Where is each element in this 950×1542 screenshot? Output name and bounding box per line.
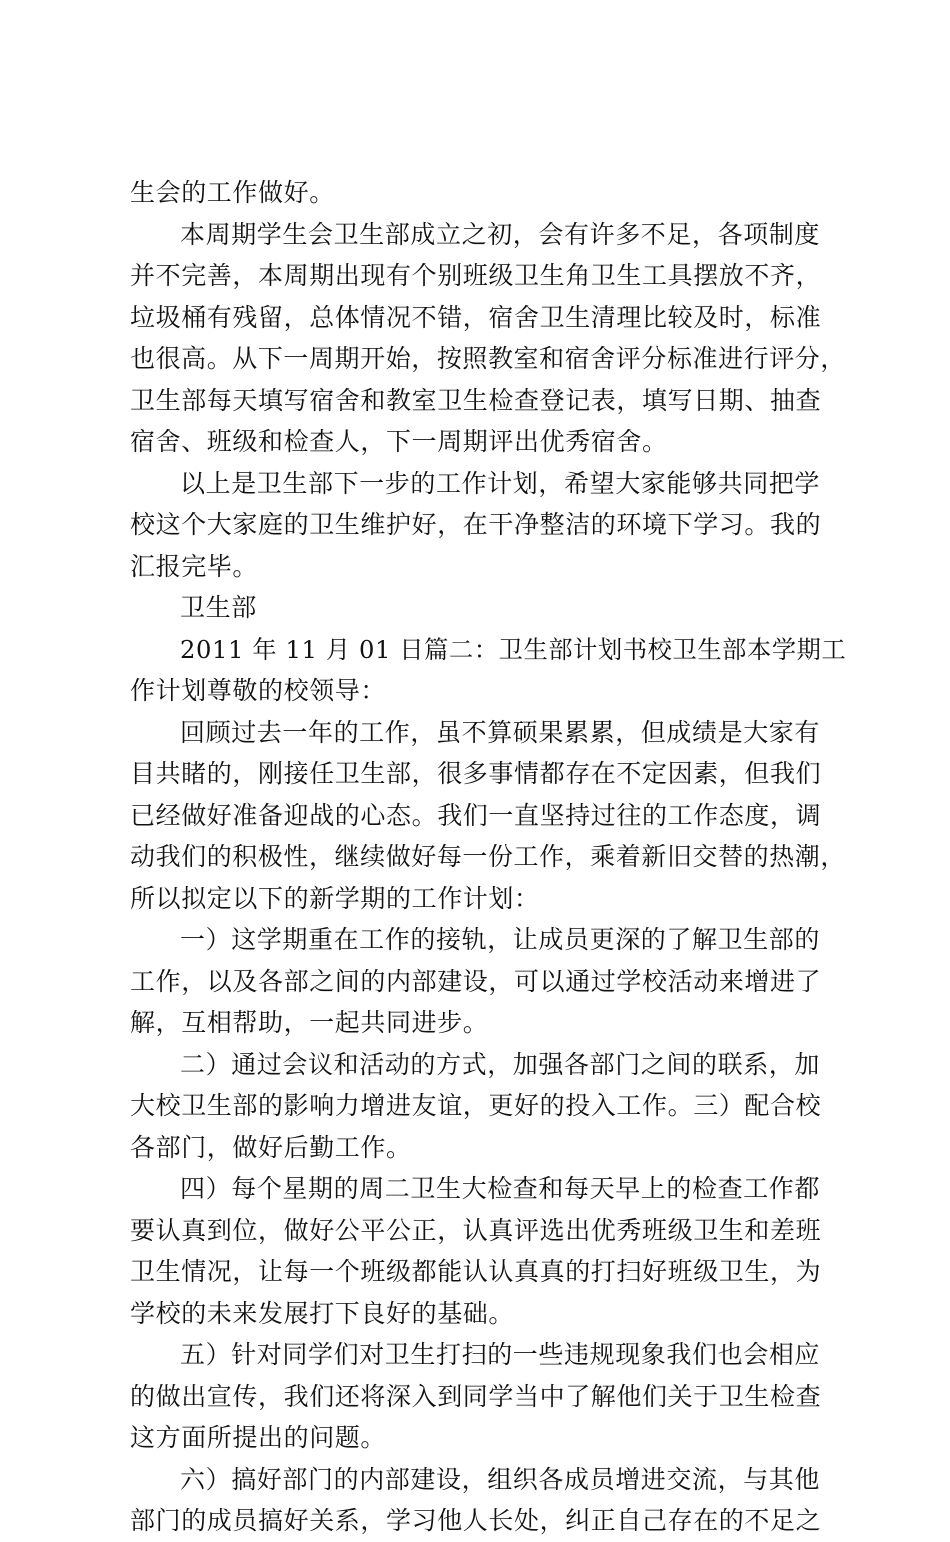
signature-line: 卫生部 bbox=[180, 593, 257, 622]
text-line: 回顾过去一年的工作，虽不算硕果累累，但成绩是大家有 bbox=[180, 717, 821, 747]
text-line: 宿舍、班级和检查人，下一周期评出优秀宿舍。 bbox=[130, 427, 668, 456]
document-body bbox=[130, 172, 846, 1542]
text-line: 五）针对同学们对卫生打扫的一些违规现象我们也会相应 bbox=[180, 1340, 821, 1369]
text-line: 六）搞好部门的内部建设，组织各成员增进交流，与其他 bbox=[180, 1464, 821, 1494]
text-line: 要认真到位，做好公平公正，认真评选出优秀班级卫生和差班 bbox=[130, 1215, 822, 1245]
text-line: 生会的工作做好。 bbox=[130, 178, 335, 207]
text-line: 一）这学期重在工作的接轨，让成员更深的了解卫生部的 bbox=[180, 925, 821, 954]
text-line: 这方面所提出的问题。 bbox=[130, 1423, 387, 1452]
text-line: 学校的未来发展打下良好的基础。 bbox=[130, 1298, 515, 1328]
text-line: 工作，以及各部之间的内部建设，可以通过学校活动来增进了 bbox=[130, 966, 822, 996]
text-line: 垃圾桶有残留，总体情况不错，宿舍卫生清理比较及时，标准 bbox=[130, 302, 822, 332]
text-line: 动我们的积极性，继续做好每一份工作，乘着新旧交替的热潮， bbox=[130, 842, 846, 871]
text-line: 卫生部每天填写宿舍和教室卫生检查登记表，填写日期、抽查 bbox=[130, 385, 822, 415]
text-line: 作计划尊敬的校领导： bbox=[130, 676, 387, 705]
text-line: 以上是卫生部下一步的工作计划，希望大家能够共同把学 bbox=[180, 468, 821, 498]
text-line: 大校卫生部的影响力增进友谊，更好的投入工作。三）配合校 bbox=[130, 1091, 822, 1120]
date-heading-line: 2011 年 11 月 01 日篇二：卫生部计划书校卫生部本学期工 bbox=[180, 634, 847, 664]
text-line: 部门的成员搞好关系，学习他人长处，纠正自己存在的不足之 bbox=[130, 1506, 822, 1535]
text-line: 二）通过会议和活动的方式，加强各部门之间的联系，加 bbox=[180, 1049, 821, 1079]
text-line: 各部门，做好后勤工作。 bbox=[130, 1132, 412, 1162]
text-line: 解，互相帮助，一起共同进步。 bbox=[130, 1008, 489, 1037]
text-line: 并不完善，本周期出现有个别班级卫生角卫生工具摆放不齐， bbox=[130, 261, 822, 290]
text-line: 本周期学生会卫生部成立之初，会有许多不足，各项制度 bbox=[180, 219, 821, 249]
text-line: 汇报完毕。 bbox=[130, 551, 259, 581]
text-line: 校这个大家庭的卫生维护好，在干净整洁的环境下学习。我的 bbox=[130, 510, 822, 539]
text-line: 所以拟定以下的新学期的工作计划： bbox=[130, 883, 540, 913]
text-line: 目共睹的，刚接任卫生部，很多事情都存在不定因素，但我们 bbox=[130, 759, 822, 788]
text-line: 卫生情况，让每一个班级都能认认真真的打扫好班级卫生，为 bbox=[130, 1257, 822, 1286]
text-line: 已经做好准备迎战的心态。我们一直坚持过往的工作态度，调 bbox=[130, 800, 822, 830]
text-line: 也很高。从下一周期开始，按照教室和宿舍评分标准进行评分， bbox=[130, 344, 846, 373]
text-line: 的做出宣传，我们还将深入到同学当中了解他们关于卫生检查 bbox=[130, 1381, 822, 1411]
text-line: 四）每个星期的周二卫生大检查和每天早上的检查工作都 bbox=[180, 1174, 821, 1203]
